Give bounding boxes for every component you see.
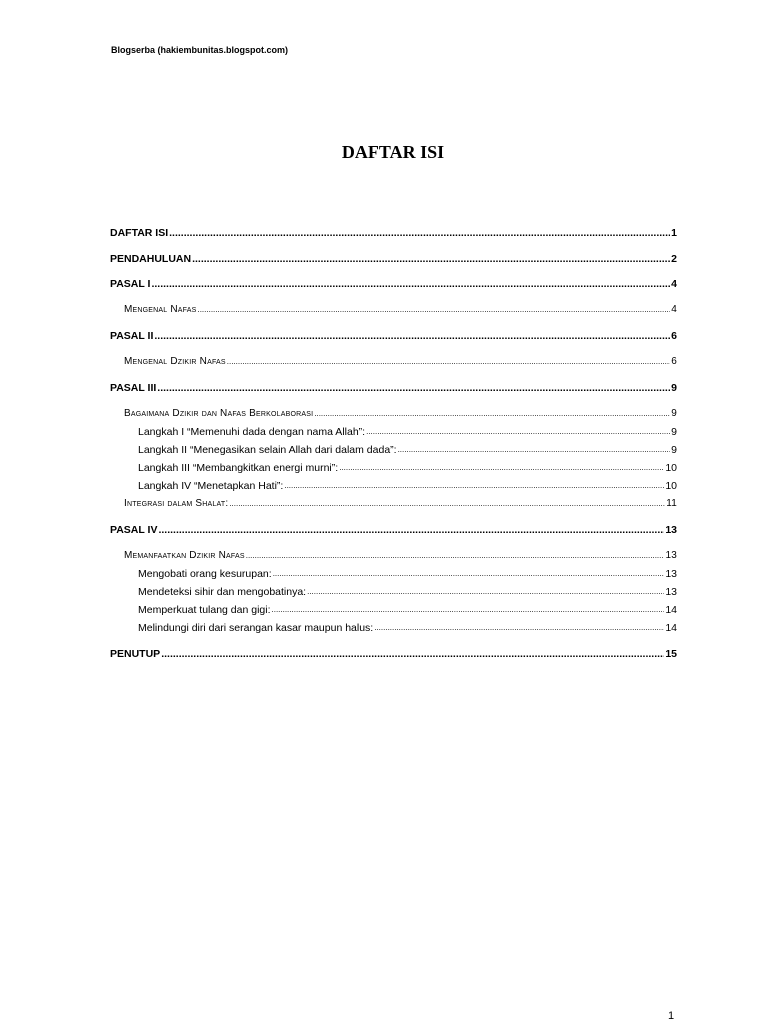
- toc-entry-label: PASAL III: [110, 382, 157, 394]
- page-number: 1: [668, 1010, 675, 1022]
- page-title: DAFTAR ISI: [341, 142, 445, 162]
- toc-entry-langkah-i[interactable]: [138, 425, 677, 439]
- toc-dot-leader: [339, 461, 664, 475]
- toc-entry-label: Mendeteksi sihir dan mengobatinya:: [138, 586, 307, 598]
- toc-entry-memperkuat-tulang[interactable]: [138, 603, 677, 617]
- toc-entry-label: Memperkuat tulang dan gigi:: [138, 604, 271, 616]
- toc-entry-label: PASAL I: [110, 278, 151, 290]
- toc-entry-pasal-iv[interactable]: [110, 523, 677, 537]
- toc-entry-label: PENDAHULUAN: [110, 253, 192, 265]
- toc-dot-leader: [398, 443, 671, 457]
- toc-entry-page: 14: [665, 622, 677, 634]
- toc-entry-mengobati-kesurupan[interactable]: [138, 567, 677, 581]
- toc-entry-page: 14: [665, 604, 677, 616]
- toc-entry-langkah-iv[interactable]: [138, 479, 677, 493]
- toc-dot-leader: [229, 497, 665, 511]
- toc-entry-page: 9: [671, 382, 677, 394]
- toc-entry-page: 13: [665, 586, 677, 598]
- toc-entry-label: Langkah IV “Menetapkan Hati”:: [138, 480, 284, 492]
- toc-dot-leader: [307, 585, 664, 599]
- toc-entry-page: 9: [671, 444, 677, 456]
- toc-dot-leader: [151, 277, 670, 291]
- toc-entry-pasal-ii[interactable]: [110, 329, 677, 343]
- toc-entry-page: 4: [671, 278, 677, 290]
- toc-entry-mengenal-nafas[interactable]: [124, 303, 677, 317]
- toc-entry-melindungi-diri[interactable]: [138, 621, 677, 635]
- toc-dot-leader: [169, 226, 670, 240]
- toc-entry-label: Langkah I “Memenuhi dada dengan nama Allah”:: [138, 426, 366, 438]
- toc-entry-bagaimana-dzikir[interactable]: [124, 407, 677, 421]
- toc-entry-label: Langkah III “Membangkitkan energi murni”:: [138, 462, 339, 474]
- toc-dot-leader: [246, 549, 665, 563]
- toc-dot-leader: [374, 621, 664, 635]
- toc-entry-page: 6: [671, 356, 677, 367]
- running-header: Blogserba (hakiembunitas.blogspot.com): [111, 45, 289, 55]
- toc-entry-page: 6: [671, 330, 677, 342]
- toc-entry-label: DAFTAR ISI: [110, 227, 169, 239]
- toc-entry-label: Melindungi diri dari serangan kasar maupun halus:: [138, 622, 374, 634]
- toc-entry-label: Mengenal Dzikir Nafas: [124, 356, 226, 367]
- toc-entry-page: 2: [671, 253, 677, 265]
- toc-entry-page: 13: [665, 550, 677, 561]
- toc-entry-label: Memanfaatkan Dzikir Nafas: [124, 550, 245, 561]
- toc-dot-leader: [366, 425, 670, 439]
- toc-entry-penutup[interactable]: [110, 647, 677, 661]
- toc-dot-leader: [284, 479, 664, 493]
- toc-entry-label: Integrasi dalam Shalat:: [124, 498, 229, 509]
- toc-entry-integrasi-shalat[interactable]: [124, 497, 677, 511]
- toc-dot-leader: [192, 252, 670, 266]
- toc-entry-page: 10: [665, 480, 677, 492]
- toc-entry-label: Langkah II “Menegasikan selain Allah dari dalam dada”:: [138, 444, 397, 456]
- toc-entry-pasal-iii[interactable]: [110, 381, 677, 395]
- toc-entry-daftar-isi[interactable]: [110, 226, 677, 240]
- toc-dot-leader: [161, 647, 664, 661]
- toc-dot-leader: [158, 523, 664, 537]
- toc-dot-leader: [272, 603, 665, 617]
- toc-dot-leader: [227, 355, 670, 369]
- toc-entry-page: 1: [671, 227, 677, 239]
- toc-dot-leader: [157, 381, 670, 395]
- toc-entry-page: 9: [671, 408, 677, 419]
- toc-entry-label: Mengenal Nafas: [124, 304, 197, 315]
- toc-entry-pendahuluan[interactable]: [110, 252, 677, 266]
- toc-entry-langkah-ii[interactable]: [138, 443, 677, 457]
- toc-entry-page: 15: [665, 648, 677, 660]
- toc-entry-label: Bagaimana Dzikir dan Nafas Berkolaborasi: [124, 408, 314, 419]
- toc-entry-label: PASAL II: [110, 330, 154, 342]
- toc-entry-memanfaatkan-dzikir[interactable]: [124, 549, 677, 563]
- toc-entry-mendeteksi-sihir[interactable]: [138, 585, 677, 599]
- toc-entry-page: 13: [665, 524, 677, 536]
- toc-entry-label: Mengobati orang kesurupan:: [138, 568, 272, 580]
- toc-entry-label: PENUTUP: [110, 648, 161, 660]
- toc-entry-page: 4: [671, 304, 677, 315]
- toc-entry-mengenal-dzikir-nafas[interactable]: [124, 355, 677, 369]
- toc-entry-langkah-iii[interactable]: [138, 461, 677, 475]
- toc-entry-page: 9: [671, 426, 677, 438]
- toc-entry-pasal-i[interactable]: [110, 277, 677, 291]
- toc-entry-page: 11: [666, 498, 677, 509]
- toc-dot-leader: [154, 329, 670, 343]
- toc-entry-page: 10: [665, 462, 677, 474]
- toc-dot-leader: [273, 567, 665, 581]
- toc-dot-leader: [197, 303, 670, 317]
- toc-entry-label: PASAL IV: [110, 524, 158, 536]
- toc-dot-leader: [314, 407, 670, 421]
- toc-entry-page: 13: [665, 568, 677, 580]
